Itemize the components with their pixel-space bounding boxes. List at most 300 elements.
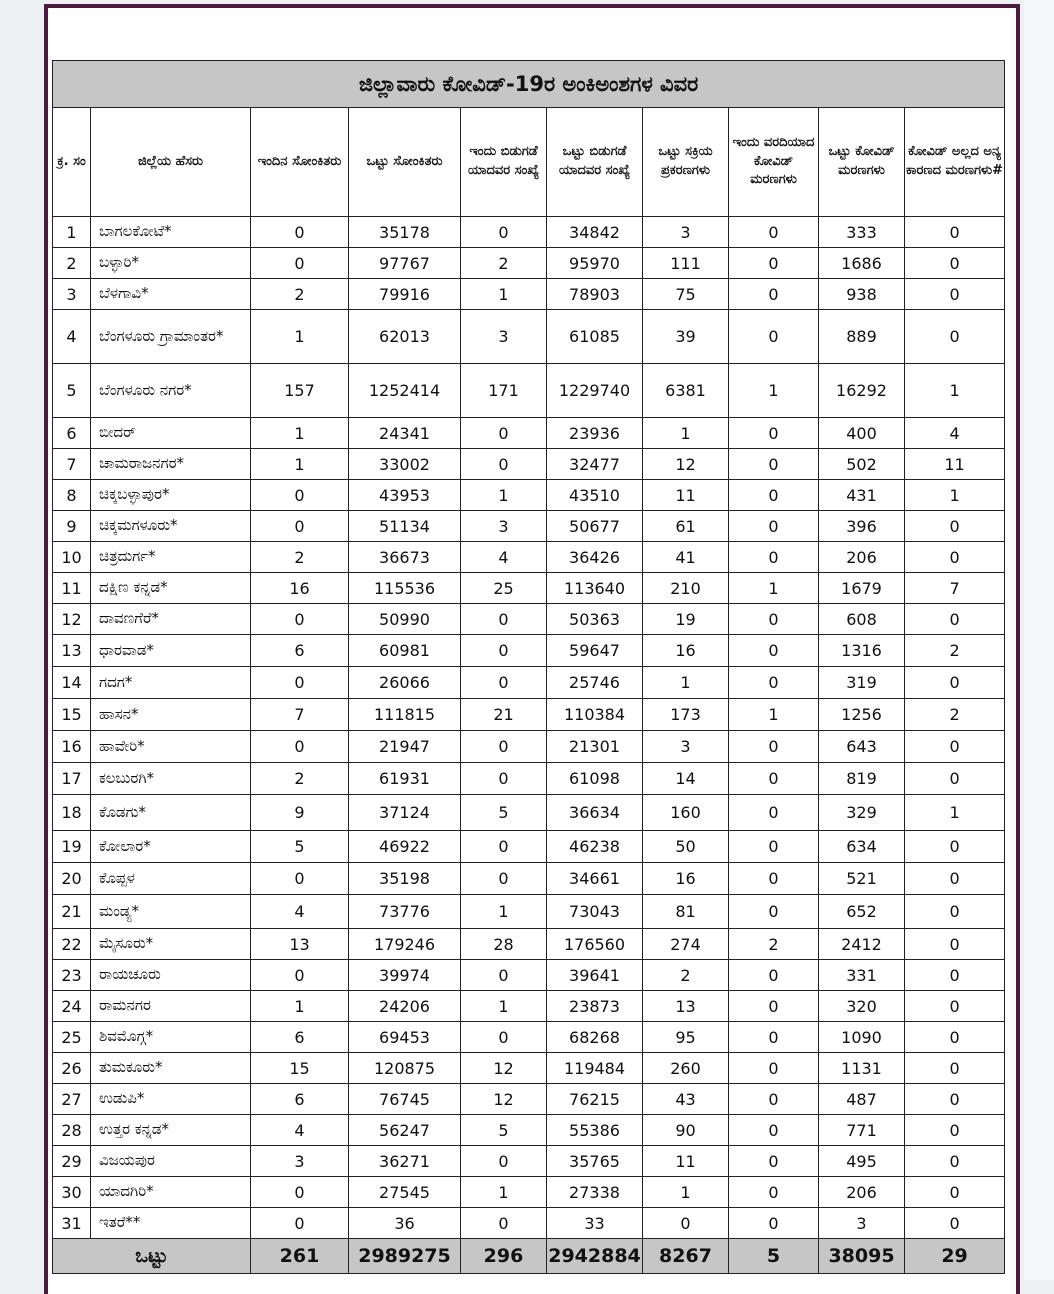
district-name-cell: ಚಿಕ್ಕಬಳ್ಳಾಪುರ* (91, 480, 251, 511)
today-infected-cell: 1 (251, 991, 349, 1022)
today-discharged-cell: 21 (461, 699, 547, 731)
total-deaths-cell: 320 (819, 991, 905, 1022)
header-active: ಒಟ್ಟು ಸಕ್ರಿಯ ಪ್ರಕರಣಗಳು (643, 108, 729, 217)
table-row (53, 731, 1005, 763)
non-covid-deaths-cell: 2 (905, 635, 1005, 667)
non-covid-deaths-cell: 0 (905, 248, 1005, 279)
total-discharged-cell: 36634 (547, 795, 643, 831)
today-discharged-cell: 1 (461, 480, 547, 511)
total-deaths-cell: 487 (819, 1084, 905, 1115)
today-discharged-cell: 0 (461, 667, 547, 699)
serial-cell: 12 (53, 604, 91, 635)
active-cell: 50 (643, 831, 729, 863)
table-title: ಜಿಲ್ಲಾವಾರು ಕೋವಿಡ್-19ರ ಅಂಕಿಅಂಶಗಳ ವಿವರ (53, 61, 1005, 108)
serial-cell: 2 (53, 248, 91, 279)
serial-cell: 30 (53, 1177, 91, 1208)
covid-stats-table (52, 60, 1005, 1274)
total-discharged-cell: 23936 (547, 418, 643, 449)
table-row (53, 1053, 1005, 1084)
table-row (53, 831, 1005, 863)
header-today-deaths: ಇಂದು ವರದಿಯಾದ ಕೋವಿಡ್ ಮರಣಗಳು (729, 108, 819, 217)
table-row (53, 1177, 1005, 1208)
non-covid-deaths-cell: 0 (905, 1022, 1005, 1053)
non-covid-deaths-cell: 0 (905, 960, 1005, 991)
today-infected-cell: 4 (251, 1115, 349, 1146)
serial-cell: 29 (53, 1146, 91, 1177)
total-deaths-cell: 643 (819, 731, 905, 763)
total-deaths-cell: 1316 (819, 635, 905, 667)
today-deaths-cell: 0 (729, 991, 819, 1022)
total-discharged-cell: 21301 (547, 731, 643, 763)
serial-cell: 10 (53, 542, 91, 573)
table-row (53, 364, 1005, 418)
active-cell: 39 (643, 310, 729, 364)
total-discharged-cell: 73043 (547, 895, 643, 929)
total-deaths-cell: 495 (819, 1146, 905, 1177)
table-row (53, 667, 1005, 699)
total-discharged-cell: 34842 (547, 217, 643, 248)
total-deaths-cell: 206 (819, 542, 905, 573)
active-cell: 41 (643, 542, 729, 573)
total-discharged-cell: 25746 (547, 667, 643, 699)
active-cell: 111 (643, 248, 729, 279)
total-infected-cell: 79916 (349, 279, 461, 310)
today-discharged-cell: 3 (461, 511, 547, 542)
total-discharged-cell: 39641 (547, 960, 643, 991)
total-infected-cell: 24206 (349, 991, 461, 1022)
active-cell: 95 (643, 1022, 729, 1053)
non-covid-deaths-cell: 7 (905, 573, 1005, 604)
total-infected-cell: 36 (349, 1208, 461, 1239)
total-infected-cell: 56247 (349, 1115, 461, 1146)
total-infected-cell: 73776 (349, 895, 461, 929)
today-deaths-cell: 0 (729, 763, 819, 795)
today-deaths-cell: 0 (729, 1053, 819, 1084)
active-cell: 274 (643, 929, 729, 960)
total-discharged-cell: 35765 (547, 1146, 643, 1177)
total-infected-cell: 111815 (349, 699, 461, 731)
total-discharged-cell: 176560 (547, 929, 643, 960)
today-deaths-cell: 0 (729, 731, 819, 763)
today-deaths-cell: 1 (729, 573, 819, 604)
today-discharged-cell: 12 (461, 1084, 547, 1115)
serial-cell: 5 (53, 364, 91, 418)
serial-cell: 24 (53, 991, 91, 1022)
active-cell: 173 (643, 699, 729, 731)
active-cell: 1 (643, 418, 729, 449)
total-deaths-cell: 1090 (819, 1022, 905, 1053)
today-deaths-cell: 2 (729, 929, 819, 960)
total-infected-cell: 35198 (349, 863, 461, 895)
district-name-cell: ಧಾರವಾಡ* (91, 635, 251, 667)
active-cell: 3 (643, 217, 729, 248)
table-row (53, 279, 1005, 310)
today-infected-cell: 6 (251, 635, 349, 667)
district-name-cell: ಹಾಸನ* (91, 699, 251, 731)
today-discharged-cell: 3 (461, 310, 547, 364)
viewer-scroll-strip (1024, 0, 1054, 1280)
total-infected: 2989275 (349, 1239, 461, 1274)
total-infected-cell: 33002 (349, 449, 461, 480)
today-infected-cell: 157 (251, 364, 349, 418)
district-name-cell: ಯಾದಗಿರಿ* (91, 1177, 251, 1208)
total-discharged-cell: 50363 (547, 604, 643, 635)
district-name-cell: ಚಿಕ್ಕಮಗಳೂರು* (91, 511, 251, 542)
total-infected-cell: 51134 (349, 511, 461, 542)
total-infected-cell: 43953 (349, 480, 461, 511)
header-total-infected: ಒಟ್ಟು ಸೋಂಕಿತರು (349, 108, 461, 217)
district-name-cell: ಬೀದರ್ (91, 418, 251, 449)
today-deaths-cell: 0 (729, 310, 819, 364)
total-today-deaths: 5 (729, 1239, 819, 1274)
today-discharged-cell: 0 (461, 449, 547, 480)
non-covid-deaths-cell: 2 (905, 699, 1005, 731)
today-infected-cell: 0 (251, 731, 349, 763)
today-deaths-cell: 0 (729, 604, 819, 635)
active-cell: 16 (643, 863, 729, 895)
non-covid-deaths-cell: 4 (905, 418, 1005, 449)
header-row (53, 108, 1005, 217)
today-infected-cell: 5 (251, 831, 349, 863)
today-deaths-cell: 0 (729, 635, 819, 667)
serial-cell: 13 (53, 635, 91, 667)
total-deaths-cell: 771 (819, 1115, 905, 1146)
non-covid-deaths-cell: 0 (905, 895, 1005, 929)
today-discharged-cell: 12 (461, 1053, 547, 1084)
active-cell: 75 (643, 279, 729, 310)
total-discharged-cell: 23873 (547, 991, 643, 1022)
today-infected-cell: 0 (251, 248, 349, 279)
active-cell: 12 (643, 449, 729, 480)
total-discharged-cell: 33 (547, 1208, 643, 1239)
total-infected-cell: 115536 (349, 573, 461, 604)
total-deaths-cell: 634 (819, 831, 905, 863)
today-infected-cell: 1 (251, 418, 349, 449)
active-cell: 3 (643, 731, 729, 763)
today-deaths-cell: 0 (729, 831, 819, 863)
today-discharged-cell: 0 (461, 1208, 547, 1239)
total-deaths-cell: 1256 (819, 699, 905, 731)
today-deaths-cell: 0 (729, 1022, 819, 1053)
today-discharged-cell: 0 (461, 418, 547, 449)
total-infected-cell: 39974 (349, 960, 461, 991)
total-deaths-cell: 206 (819, 1177, 905, 1208)
non-covid-deaths-cell: 0 (905, 279, 1005, 310)
district-name-cell: ಕೋಲಾರ* (91, 831, 251, 863)
total-discharged-cell: 113640 (547, 573, 643, 604)
total-infected-cell: 26066 (349, 667, 461, 699)
serial-cell: 4 (53, 310, 91, 364)
active-cell: 43 (643, 1084, 729, 1115)
total-infected-cell: 36271 (349, 1146, 461, 1177)
serial-cell: 28 (53, 1115, 91, 1146)
total-deaths-cell: 819 (819, 763, 905, 795)
serial-cell: 6 (53, 418, 91, 449)
total-deaths-cell: 319 (819, 667, 905, 699)
serial-cell: 19 (53, 831, 91, 863)
table-row (53, 699, 1005, 731)
serial-cell: 15 (53, 699, 91, 731)
today-infected-cell: 0 (251, 217, 349, 248)
serial-cell: 17 (53, 763, 91, 795)
serial-cell: 1 (53, 217, 91, 248)
total-deaths: 38095 (819, 1239, 905, 1274)
today-deaths-cell: 1 (729, 364, 819, 418)
total-deaths-cell: 431 (819, 480, 905, 511)
serial-cell: 16 (53, 731, 91, 763)
total-discharged-cell: 36426 (547, 542, 643, 573)
total-deaths-cell: 329 (819, 795, 905, 831)
serial-cell: 11 (53, 573, 91, 604)
district-name-cell: ಕಲಬುರಗಿ* (91, 763, 251, 795)
active-cell: 90 (643, 1115, 729, 1146)
total-deaths-cell: 1679 (819, 573, 905, 604)
non-covid-deaths-cell: 0 (905, 863, 1005, 895)
district-name-cell: ಬಾಗಲಕೋಟೆ* (91, 217, 251, 248)
total-discharged-cell: 27338 (547, 1177, 643, 1208)
table-row (53, 217, 1005, 248)
total-infected-cell: 36673 (349, 542, 461, 573)
header-today-discharged: ಇಂದು ಬಿಡುಗಡೆ ಯಾದವರ ಸಂಖ್ಯೆ (461, 108, 547, 217)
serial-cell: 27 (53, 1084, 91, 1115)
total-deaths-cell: 502 (819, 449, 905, 480)
today-discharged-cell: 1 (461, 991, 547, 1022)
today-discharged-cell: 28 (461, 929, 547, 960)
active-cell: 210 (643, 573, 729, 604)
table-row (53, 511, 1005, 542)
district-name-cell: ಚಾಮರಾಜನಗರ* (91, 449, 251, 480)
today-deaths-cell: 1 (729, 699, 819, 731)
non-covid-deaths-cell: 0 (905, 1146, 1005, 1177)
total-infected-cell: 50990 (349, 604, 461, 635)
total-discharged-cell: 95970 (547, 248, 643, 279)
today-deaths-cell: 0 (729, 795, 819, 831)
serial-cell: 21 (53, 895, 91, 929)
today-infected-cell: 9 (251, 795, 349, 831)
today-discharged-cell: 0 (461, 731, 547, 763)
table-row (53, 248, 1005, 279)
serial-cell: 3 (53, 279, 91, 310)
serial-cell: 31 (53, 1208, 91, 1239)
serial-cell: 23 (53, 960, 91, 991)
active-cell: 0 (643, 1208, 729, 1239)
total-discharged-cell: 43510 (547, 480, 643, 511)
header-serial: ಕ್ರ. ಸಂ (53, 108, 91, 217)
today-deaths-cell: 0 (729, 542, 819, 573)
today-infected-cell: 2 (251, 279, 349, 310)
table-row (53, 895, 1005, 929)
non-covid-deaths-cell: 0 (905, 604, 1005, 635)
total-label: ಒಟ್ಟು (53, 1239, 251, 1274)
table-row (53, 1084, 1005, 1115)
today-infected-cell: 4 (251, 895, 349, 929)
today-discharged-cell: 0 (461, 1022, 547, 1053)
non-covid-deaths-cell: 1 (905, 795, 1005, 831)
active-cell: 11 (643, 1146, 729, 1177)
today-deaths-cell: 0 (729, 1084, 819, 1115)
total-deaths-cell: 2412 (819, 929, 905, 960)
non-covid-deaths-cell: 0 (905, 1177, 1005, 1208)
district-name-cell: ಉತ್ತರ ಕನ್ನಡ* (91, 1115, 251, 1146)
district-name-cell: ಬೆಳಗಾವಿ* (91, 279, 251, 310)
non-covid-deaths-cell: 0 (905, 217, 1005, 248)
table-row (53, 960, 1005, 991)
total-deaths-cell: 521 (819, 863, 905, 895)
district-name-cell: ವಿಜಯಪುರ (91, 1146, 251, 1177)
active-cell: 81 (643, 895, 729, 929)
non-covid-deaths-cell: 0 (905, 991, 1005, 1022)
today-infected-cell: 2 (251, 763, 349, 795)
non-covid-deaths-cell: 0 (905, 731, 1005, 763)
active-cell: 1 (643, 667, 729, 699)
today-discharged-cell: 1 (461, 279, 547, 310)
today-deaths-cell: 0 (729, 1115, 819, 1146)
total-discharged-cell: 76215 (547, 1084, 643, 1115)
today-discharged-cell: 1 (461, 895, 547, 929)
non-covid-deaths-cell: 0 (905, 542, 1005, 573)
today-deaths-cell: 0 (729, 1208, 819, 1239)
total-deaths-cell: 652 (819, 895, 905, 929)
table-row (53, 310, 1005, 364)
active-cell: 6381 (643, 364, 729, 418)
active-cell: 260 (643, 1053, 729, 1084)
total-infected-cell: 61931 (349, 763, 461, 795)
total-infected-cell: 76745 (349, 1084, 461, 1115)
header-non-covid-deaths: ಕೋವಿಡ್ ಅಲ್ಲದ ಅನ್ಯ ಕಾರಣದ ಮರಣಗಳು# (905, 108, 1005, 217)
district-name-cell: ಮಂಡ್ಯ* (91, 895, 251, 929)
table-row (53, 542, 1005, 573)
serial-cell: 7 (53, 449, 91, 480)
non-covid-deaths-cell: 0 (905, 763, 1005, 795)
district-name-cell: ಉಡುಪಿ* (91, 1084, 251, 1115)
total-deaths-cell: 1131 (819, 1053, 905, 1084)
today-discharged-cell: 5 (461, 795, 547, 831)
today-deaths-cell: 0 (729, 248, 819, 279)
active-cell: 160 (643, 795, 729, 831)
serial-cell: 14 (53, 667, 91, 699)
today-deaths-cell: 0 (729, 480, 819, 511)
total-infected-cell: 97767 (349, 248, 461, 279)
header-district: ಜಿಲ್ಲೆಯ ಹೆಸರು (91, 108, 251, 217)
total-discharged-cell: 34661 (547, 863, 643, 895)
total-discharged-cell: 55386 (547, 1115, 643, 1146)
non-covid-deaths-cell: 0 (905, 831, 1005, 863)
non-covid-deaths-cell: 0 (905, 1208, 1005, 1239)
today-discharged-cell: 1 (461, 1177, 547, 1208)
district-name-cell: ಗದಗ* (91, 667, 251, 699)
non-covid-deaths-cell: 0 (905, 310, 1005, 364)
total-row (53, 1239, 1005, 1274)
total-deaths-cell: 608 (819, 604, 905, 635)
today-discharged-cell: 0 (461, 217, 547, 248)
total-non-covid-deaths: 29 (905, 1239, 1005, 1274)
total-discharged-cell: 68268 (547, 1022, 643, 1053)
today-discharged-cell: 0 (461, 604, 547, 635)
active-cell: 16 (643, 635, 729, 667)
district-name-cell: ಶಿವಮೊಗ್ಗ* (91, 1022, 251, 1053)
total-discharged-cell: 110384 (547, 699, 643, 731)
today-deaths-cell: 0 (729, 279, 819, 310)
table-row (53, 1208, 1005, 1239)
total-discharged-cell: 50677 (547, 511, 643, 542)
total-infected-cell: 120875 (349, 1053, 461, 1084)
today-infected-cell: 0 (251, 863, 349, 895)
today-infected-cell: 13 (251, 929, 349, 960)
today-discharged-cell: 0 (461, 863, 547, 895)
serial-cell: 25 (53, 1022, 91, 1053)
total-active: 8267 (643, 1239, 729, 1274)
today-deaths-cell: 0 (729, 960, 819, 991)
today-infected-cell: 0 (251, 960, 349, 991)
active-cell: 14 (643, 763, 729, 795)
total-deaths-cell: 3 (819, 1208, 905, 1239)
table-row (53, 418, 1005, 449)
total-deaths-cell: 331 (819, 960, 905, 991)
today-infected-cell: 0 (251, 604, 349, 635)
serial-cell: 20 (53, 863, 91, 895)
today-infected-cell: 7 (251, 699, 349, 731)
total-infected-cell: 62013 (349, 310, 461, 364)
serial-cell: 8 (53, 480, 91, 511)
table-row (53, 1115, 1005, 1146)
total-deaths-cell: 400 (819, 418, 905, 449)
district-name-cell: ಹಾವೇರಿ* (91, 731, 251, 763)
total-deaths-cell: 1686 (819, 248, 905, 279)
table-row (53, 573, 1005, 604)
serial-cell: 26 (53, 1053, 91, 1084)
total-discharged-cell: 61085 (547, 310, 643, 364)
serial-cell: 9 (53, 511, 91, 542)
total-discharged-cell: 78903 (547, 279, 643, 310)
district-name-cell: ಇತರೆ** (91, 1208, 251, 1239)
total-discharged-cell: 46238 (547, 831, 643, 863)
today-deaths-cell: 0 (729, 667, 819, 699)
today-infected-cell: 15 (251, 1053, 349, 1084)
table-row (53, 1022, 1005, 1053)
active-cell: 1 (643, 1177, 729, 1208)
total-infected-cell: 1252414 (349, 364, 461, 418)
today-infected-cell: 1 (251, 449, 349, 480)
total-infected-cell: 27545 (349, 1177, 461, 1208)
total-deaths-cell: 889 (819, 310, 905, 364)
table-row (53, 635, 1005, 667)
table-row (53, 763, 1005, 795)
district-name-cell: ತುಮಕೂರು* (91, 1053, 251, 1084)
district-name-cell: ಕೊಡಗು* (91, 795, 251, 831)
today-infected-cell: 0 (251, 480, 349, 511)
today-discharged-cell: 2 (461, 248, 547, 279)
district-name-cell: ದಾವಣಗೆರೆ* (91, 604, 251, 635)
today-discharged-cell: 0 (461, 763, 547, 795)
non-covid-deaths-cell: 1 (905, 364, 1005, 418)
non-covid-deaths-cell: 0 (905, 511, 1005, 542)
total-deaths-cell: 938 (819, 279, 905, 310)
today-infected-cell: 2 (251, 542, 349, 573)
active-cell: 13 (643, 991, 729, 1022)
table-row (53, 604, 1005, 635)
district-name-cell: ಚಿತ್ರದುರ್ಗ* (91, 542, 251, 573)
total-infected-cell: 21947 (349, 731, 461, 763)
today-discharged-cell: 0 (461, 1146, 547, 1177)
non-covid-deaths-cell: 0 (905, 1053, 1005, 1084)
today-discharged-cell: 4 (461, 542, 547, 573)
today-infected-cell: 0 (251, 1208, 349, 1239)
total-discharged: 2942884 (547, 1239, 643, 1274)
header-total-discharged: ಒಟ್ಟು ಬಿಡುಗಡೆ ಯಾದವರ ಸಂಖ್ಯೆ (547, 108, 643, 217)
total-infected-cell: 179246 (349, 929, 461, 960)
active-cell: 61 (643, 511, 729, 542)
today-discharged-cell: 5 (461, 1115, 547, 1146)
